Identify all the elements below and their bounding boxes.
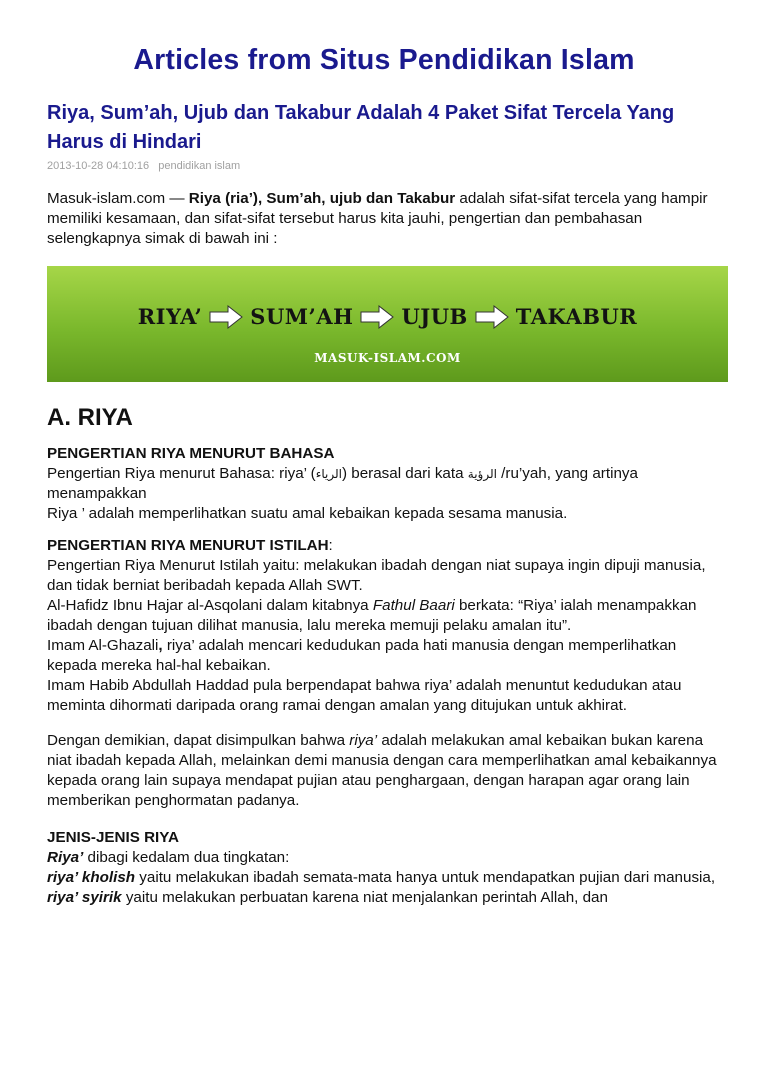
istilah-p2-a: Al-Hafidz Ibnu Hajar al-Asqolani dalam kitabnya [47, 597, 373, 614]
article-banner-image [47, 266, 728, 382]
istilah-paragraph-1: Pengertian Riya Menurut Istilah yaitu: melakukan ibadah dengan niat supaya ingin dipuji manusia, dan tidak berniat beribadah kepada Allah SWT. [47, 557, 706, 594]
banner-word-sumah: SUM’AH [250, 304, 354, 329]
bahasa-text-b: ) berasal dari kata [341, 465, 468, 482]
istilah-block [47, 536, 721, 716]
bahasa-heading: PENGERTIAN RIYA MENURUT BAHASA [47, 445, 335, 462]
banner-domain: MASUK-ISLAM.COM [314, 351, 461, 365]
bahasa-definition [47, 464, 721, 504]
section-heading-riya: A. RIYA [47, 404, 133, 431]
jenis-block [47, 828, 721, 908]
banner-word-ujub: UJUB [401, 304, 468, 329]
intro-bold-terms: Riya (ria’), Sum’ah, ujub dan Takabur [188, 190, 456, 207]
bahasa-summary: Riya ’ adalah memperlihatkan suatu amal kebaikan kepada sesama manusia. [47, 505, 568, 522]
article-meta [47, 160, 721, 172]
conclusion-b: adalah melakukan amal kebaikan bukan karena niat ibadah kepada Allah, melainkan demi manusia dengan cara memperlihatkan amal kebaikannya kepada orang lain supaya mendapat pujian atau penghargaan, dengan harapan agar orang lain memberikan penghormatan padanya. [47, 732, 717, 809]
intro-rest: adalah sifat-sifat tercela yang hampir memiliki kesamaan, dan sifat-sifat tersebut harus kita jauhi, pengertian dan pembahasan selengkapnya simak di bawah ini : [47, 190, 708, 247]
intro-source: Masuk-islam.com — [47, 190, 189, 207]
bahasa-block [47, 444, 721, 524]
arrow-right-icon [209, 305, 243, 329]
banner-word-takabur: TAKABUR [515, 304, 638, 329]
istilah-p2-b: berkata: “Riya’ ialah menampakkan ibadah dengan tujuan dilihat manusia, lalu mereka memuji pelaku amalan itu”. [47, 597, 697, 634]
istilah-p3-comma: , [158, 637, 163, 654]
arrow-right-icon [360, 305, 394, 329]
conclusion-a: Dengan demikian, dapat disimpulkan bahwa [47, 732, 350, 749]
istilah-paragraph-3 [47, 636, 721, 676]
intro-paragraph [47, 189, 721, 249]
jenis-line-3 [47, 888, 721, 908]
kitab-title: Fathul Baari [372, 597, 455, 614]
conclusion-italic: riya’ [349, 732, 378, 749]
istilah-heading-line [47, 536, 721, 556]
jenis-line-2 [47, 868, 721, 888]
conclusion-paragraph [47, 731, 721, 811]
article-date: 2013-10-28 04:10:16 [47, 160, 150, 172]
bahasa-text-c: /ru’yah, yang artinya menampakkan [47, 465, 638, 502]
jenis-line-2-rest: yaitu melakukan ibadah semata-mata hanya untuk mendapatkan pujian dari manusia, [135, 869, 716, 886]
istilah-colon: : [328, 537, 333, 554]
istilah-p3-a: Imam Al-Ghazali [47, 637, 159, 654]
banner-word-riya: RIYA’ [137, 304, 203, 329]
banner-word-row [47, 304, 728, 329]
istilah-paragraph-2 [47, 596, 721, 636]
bahasa-text-a: Pengertian Riya menurut Bahasa: riya’ ( [47, 465, 316, 482]
jenis-term-syirik: riya’ syirik [47, 889, 122, 906]
site-title: Articles from Situs Pendidikan Islam [133, 44, 635, 76]
jenis-term-kholish: riya’ kholish [47, 869, 136, 886]
istilah-paragraph-4: Imam Habib Abdullah Haddad pula berpendapat bahwa riya’ adalah menuntut kedudukan atau meminta dihormati daripada orang ramai dengan amalan yang ditujukan untuk akhirat. [47, 677, 682, 714]
document-page [0, 44, 768, 908]
jenis-line-1-rest: dibagi kedalam dua tingkatan: [83, 849, 290, 866]
istilah-heading: PENGERTIAN RIYA MENURUT ISTILAH [47, 537, 329, 554]
arabic-ruyah: الرؤية [467, 467, 497, 481]
article-title[interactable]: Riya, Sum’ah, Ujub dan Takabur Adalah 4 Paket Sifat Tercela Yang Harus di Hindari [47, 102, 675, 153]
jenis-line-3-rest: yaitu melakukan perbuatan karena niat menjalankan perintah Allah, dan [121, 889, 608, 906]
arrow-right-icon [475, 305, 509, 329]
jenis-heading: JENIS-JENIS RIYA [47, 829, 179, 846]
article-category[interactable]: pendidikan islam [158, 160, 241, 172]
istilah-p3-b: riya’ adalah mencari kedudukan pada hati manusia dengan memperlihatkan kepada mereka hal-hal kebaikan. [47, 637, 677, 674]
arabic-riya: الرياء [315, 467, 342, 481]
jenis-term-riya: Riya’ [47, 849, 84, 866]
jenis-line-1 [47, 848, 721, 868]
